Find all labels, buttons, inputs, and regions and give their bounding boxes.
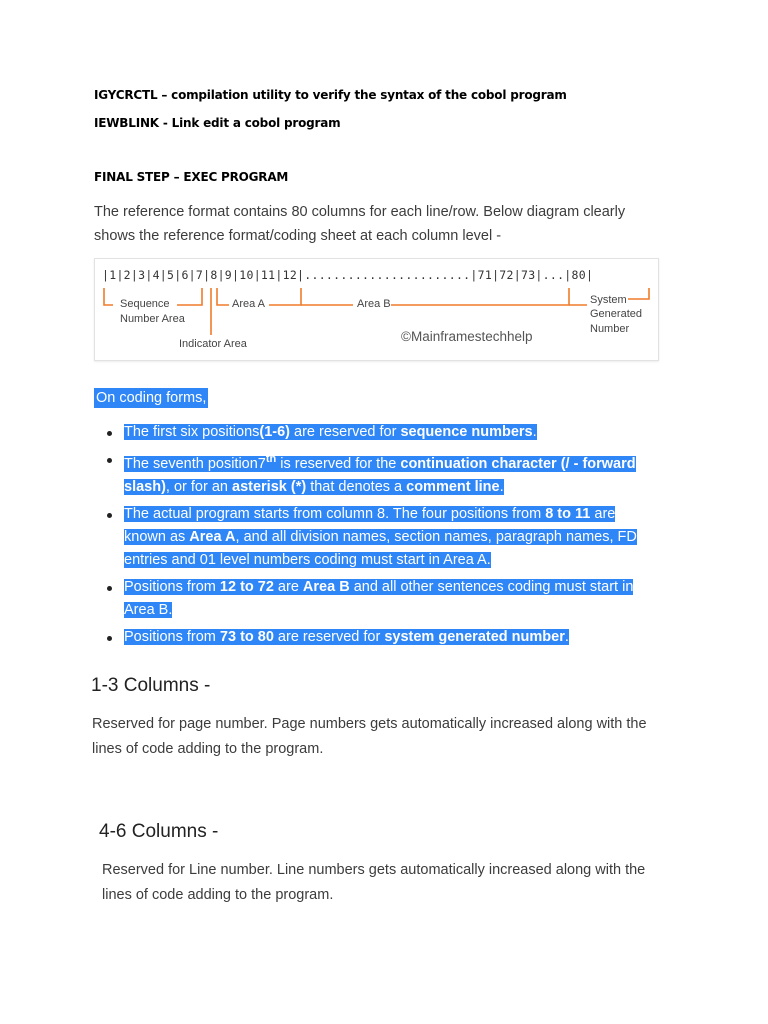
section-4-6-line-2: lines of code adding to the program. [102, 887, 334, 903]
bold-text: 8 to 11 [545, 505, 591, 522]
highlighted-line [124, 479, 504, 495]
coding-forms-item-2 [94, 448, 674, 499]
bold-text: continuation character (/ - forward [400, 455, 636, 472]
bold-text: 73 to 80 [219, 628, 274, 645]
area-b-label: Area B [357, 298, 391, 310]
bold-text: comment line [406, 478, 500, 495]
bold-text: asterisk (*) [232, 478, 307, 495]
intro-line-1: The reference format contains 80 columns for each line/row. Below diagram clearly [94, 204, 626, 220]
text-segment: are reserved for [273, 628, 385, 645]
text-segment: , and all division names, section names, paragraph names, FD [235, 528, 637, 545]
text-segment: are reserved for [290, 424, 401, 440]
text-segment: . [564, 628, 569, 645]
bullet-dot [107, 586, 112, 591]
bold-text: 12 to 72 [219, 578, 274, 595]
text-segment: Area B. [124, 601, 173, 618]
highlighted-line [124, 424, 537, 440]
bold-text: Area B [302, 578, 350, 595]
area-a-label: Area A [232, 298, 266, 310]
coding-forms-item-text [124, 626, 674, 649]
highlighted-line [124, 602, 172, 618]
text-segment: The seventh position7 [124, 455, 266, 472]
sequence-label: Sequence [120, 298, 170, 310]
generated-label: Generated [590, 308, 642, 320]
highlighted-line [124, 506, 615, 522]
text-segment: . [532, 424, 537, 440]
text-segment: known as [124, 528, 190, 545]
bullet-dot [107, 636, 112, 641]
text-segment: that denotes a [306, 478, 407, 495]
highlighted-line [124, 629, 569, 645]
number-label: Number [590, 323, 630, 335]
text-segment: , or for an [165, 478, 233, 495]
sequence-bracket [104, 288, 113, 305]
coding-forms-item-4 [94, 576, 674, 622]
section-4-6-line-1: Reserved for Line number. Line numbers gets automatically increased along with the [102, 862, 646, 878]
number-area-label: Number Area [120, 313, 185, 325]
text-segment: The first six positions [124, 424, 260, 440]
coding-forms-list [94, 421, 674, 653]
coding-forms-item-text [124, 576, 674, 622]
doc-line-igycrctl: IGYCRCTL – compilation utility to verify the syntax of the cobol program [94, 88, 567, 102]
coding-forms-item-3 [94, 503, 674, 572]
coding-forms-item-5 [94, 626, 674, 649]
highlighted-line [124, 579, 633, 595]
highlighted-line [124, 552, 491, 568]
reference-format-diagram [94, 258, 659, 361]
doc-line-iewblink: IEWBLINK - Link edit a cobol program [94, 116, 341, 130]
text-segment: are [590, 505, 616, 522]
area-b-line-right [391, 288, 569, 305]
bullet-dot [107, 431, 112, 436]
coding-forms-heading [94, 387, 208, 410]
heading-1-3-columns: 1-3 Columns - [91, 675, 211, 696]
doc-line-final-step: FINAL STEP – EXEC PROGRAM [94, 170, 289, 184]
bold-text: sequence numbers [400, 424, 533, 440]
area-a-bracket [217, 288, 229, 305]
coding-forms-item-1 [94, 421, 674, 444]
coding-forms-heading-text: On coding forms, [96, 390, 207, 406]
coding-forms-item-text [124, 503, 674, 572]
text-segment: The actual program starts from column 8. The four positions from [124, 505, 546, 522]
coding-forms-bullets [94, 421, 674, 649]
intro-line-2: shows the reference format/coding sheet at each column level - [94, 228, 502, 244]
heading-4-6-columns: 4-6 Columns - [99, 821, 219, 842]
text-segment: and all other sentences coding must start in [349, 578, 634, 595]
text-segment: . [499, 478, 504, 495]
bold-text: system generated number [384, 628, 565, 645]
text-segment: are [273, 578, 303, 595]
highlighted-line [124, 529, 637, 545]
text-segment: is reserved for the [276, 455, 401, 472]
column-ruler: |1|2|3|4|5|6|7|8|9|10|11|12|.......................|71|72|73|...|80| [102, 268, 594, 282]
section-1-3-line-2: lines of code adding to the program. [92, 741, 324, 757]
bold-text: (1-6) [259, 424, 291, 440]
text-segment: Positions from [124, 628, 220, 645]
bold-text: slash) [124, 478, 166, 495]
coding-forms-item-text [124, 448, 674, 499]
bullet-dot [107, 458, 112, 463]
bullet-dot [107, 513, 112, 518]
text-segment: Positions from [124, 578, 220, 595]
section-1-3-line-1: Reserved for page number. Page numbers gets automatically increased along with the [92, 716, 647, 732]
highlighted-line [124, 453, 636, 472]
system-label: System [590, 294, 627, 306]
coding-forms-item-text [124, 421, 674, 444]
system-bracket [628, 288, 649, 299]
sequence-bracket-right [177, 288, 202, 305]
copyright-mainframestechhelp: ©Mainframestechhelp [401, 329, 533, 344]
bold-text: Area A [189, 528, 236, 545]
text-segment: entries and 01 level numbers coding must start in Area A. [124, 551, 491, 568]
area-a-line [269, 288, 301, 305]
bold-text: th [265, 453, 277, 465]
indicator-area-label: Indicator Area [179, 338, 247, 350]
